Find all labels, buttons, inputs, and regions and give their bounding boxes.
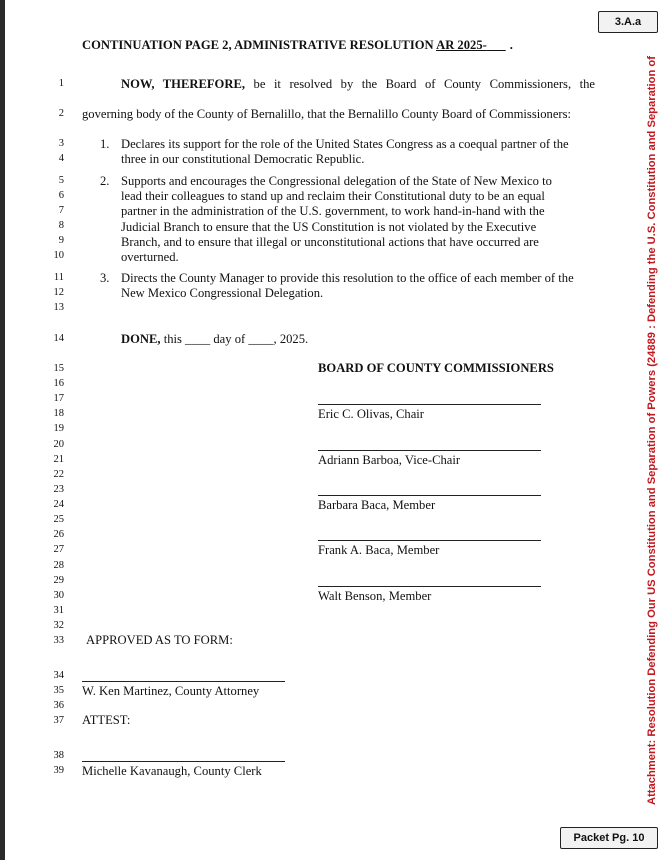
signer-name: Barbara Baca, Member <box>318 498 436 512</box>
packet-page-badge: Packet Pg. 10 <box>560 827 658 849</box>
line-number: 9 <box>58 235 64 246</box>
item-text-line: Declares its support for the role of the United States Congress as a coequal partner of the <box>121 137 569 151</box>
line-number: 21 <box>53 454 64 465</box>
signature-line <box>318 540 541 541</box>
line-number: 13 <box>53 302 64 313</box>
resolved-line-2: governing body of the County of Bernalillo, that the Bernalillo County Board of Commissioners: <box>82 107 571 121</box>
line-number: 16 <box>53 378 64 389</box>
page-left-edge <box>0 0 5 860</box>
line-number: 20 <box>53 439 64 450</box>
item-number: 1. <box>100 137 110 151</box>
line-number: 1 <box>58 78 64 89</box>
page-header <box>82 38 513 53</box>
line-number: 4 <box>58 153 64 164</box>
line-number: 10 <box>53 250 64 261</box>
line-number: 28 <box>53 560 64 571</box>
line-number: 31 <box>53 605 64 616</box>
item-text-line: partner in the administration of the U.S. government, to work hand-in-hand with the <box>121 204 545 219</box>
line-number: 26 <box>53 529 64 540</box>
line-number: 15 <box>53 363 64 374</box>
approved-label: APPROVED AS TO FORM: <box>86 633 233 647</box>
line-number: 17 <box>53 393 64 404</box>
line-number: 36 <box>53 700 64 711</box>
county-clerk-name: Michelle Kavanaugh, County Clerk <box>82 764 262 778</box>
item-number: 2. <box>100 174 110 188</box>
signer-name: Adriann Barboa, Vice-Chair <box>318 453 461 467</box>
line-number: 29 <box>53 575 64 586</box>
item-text-line: New Mexico Congressional Delegation. <box>121 286 324 301</box>
item-text-line: overturned. <box>121 250 179 264</box>
line-number: 30 <box>53 590 64 601</box>
line-number: 39 <box>53 765 64 776</box>
signature-line <box>82 761 285 762</box>
done-text: this ____ day of ____, 2025. <box>160 332 309 346</box>
resolved-lead: NOW, THEREFORE, <box>121 77 245 91</box>
attest-label: ATTEST: <box>82 713 131 727</box>
signer-name: Frank A. Baca, Member <box>318 543 440 557</box>
done-line <box>121 332 308 347</box>
line-number: 38 <box>53 750 64 761</box>
line-number: 14 <box>53 333 64 344</box>
item-text-line: three in our constitutional Democratic Republic. <box>121 152 365 167</box>
line-number: 33 <box>53 635 64 646</box>
item-text-line: Supports and encourages the Congressional delegation of the State of New Mexico to <box>121 174 552 188</box>
line-number: 18 <box>53 408 64 419</box>
line-number: 11 <box>53 272 64 283</box>
signature-line <box>318 495 541 496</box>
line-number: 32 <box>53 620 64 631</box>
header-period: . <box>509 38 513 52</box>
signature-line <box>318 404 541 405</box>
header-prefix: CONTINUATION PAGE 2, ADMINISTRATIVE RESOLUTION <box>82 38 437 52</box>
line-number: 27 <box>53 544 64 555</box>
agenda-item-badge: 3.A.a <box>598 11 658 33</box>
line-number: 6 <box>58 190 64 201</box>
resolution-blank <box>487 38 506 52</box>
line-number: 34 <box>53 670 64 681</box>
line-number: 37 <box>53 715 64 726</box>
resolution-number <box>436 38 506 52</box>
line-number: 22 <box>53 469 64 480</box>
resolution-ar: AR 2025- <box>436 38 487 52</box>
line-number: 2 <box>58 108 64 119</box>
item-text-line: Judicial Branch to ensure that the US Constitution is not violated by the Executive <box>121 219 537 234</box>
item-text-line: lead their colleagues to stand up and reclaim their Constitutional duty to be an equal <box>121 189 545 204</box>
board-title: BOARD OF COUNTY COMMISSIONERS <box>318 361 554 375</box>
line-number: 12 <box>53 287 64 298</box>
line-number: 7 <box>58 205 64 216</box>
line-number: 3 <box>58 138 64 149</box>
line-number: 35 <box>53 685 64 696</box>
signature-line <box>318 586 541 587</box>
line-number: 8 <box>58 220 64 231</box>
line-number: 24 <box>53 499 64 510</box>
line-number: 23 <box>53 484 64 495</box>
done-lead: DONE, <box>121 332 161 346</box>
signature-line <box>318 450 541 451</box>
signature-line <box>82 681 285 682</box>
line-number: 5 <box>58 175 64 186</box>
signer-name: Eric C. Olivas, Chair <box>318 407 424 421</box>
item-text-line: Branch, and to ensure that illegal or unconstitutional actions that have occurred are <box>121 234 539 249</box>
line-number: 19 <box>53 423 64 434</box>
resolved-line-1 <box>121 77 595 92</box>
resolved-line-1-text: be it resolved by the Board of County Commissioners, the <box>253 77 595 91</box>
item-number: 3. <box>100 271 110 285</box>
line-number: 25 <box>53 514 64 525</box>
signer-name: Walt Benson, Member <box>318 589 432 603</box>
item-text-line: Directs the County Manager to provide this resolution to the office of each member of the <box>121 271 574 285</box>
county-attorney-name: W. Ken Martinez, County Attorney <box>82 684 260 698</box>
attachment-side-text: Attachment: Resolution Defending Our US Constitution and Separation of Powers (24889 : Defending the U.S. Constitution and Separation of <box>646 56 658 805</box>
